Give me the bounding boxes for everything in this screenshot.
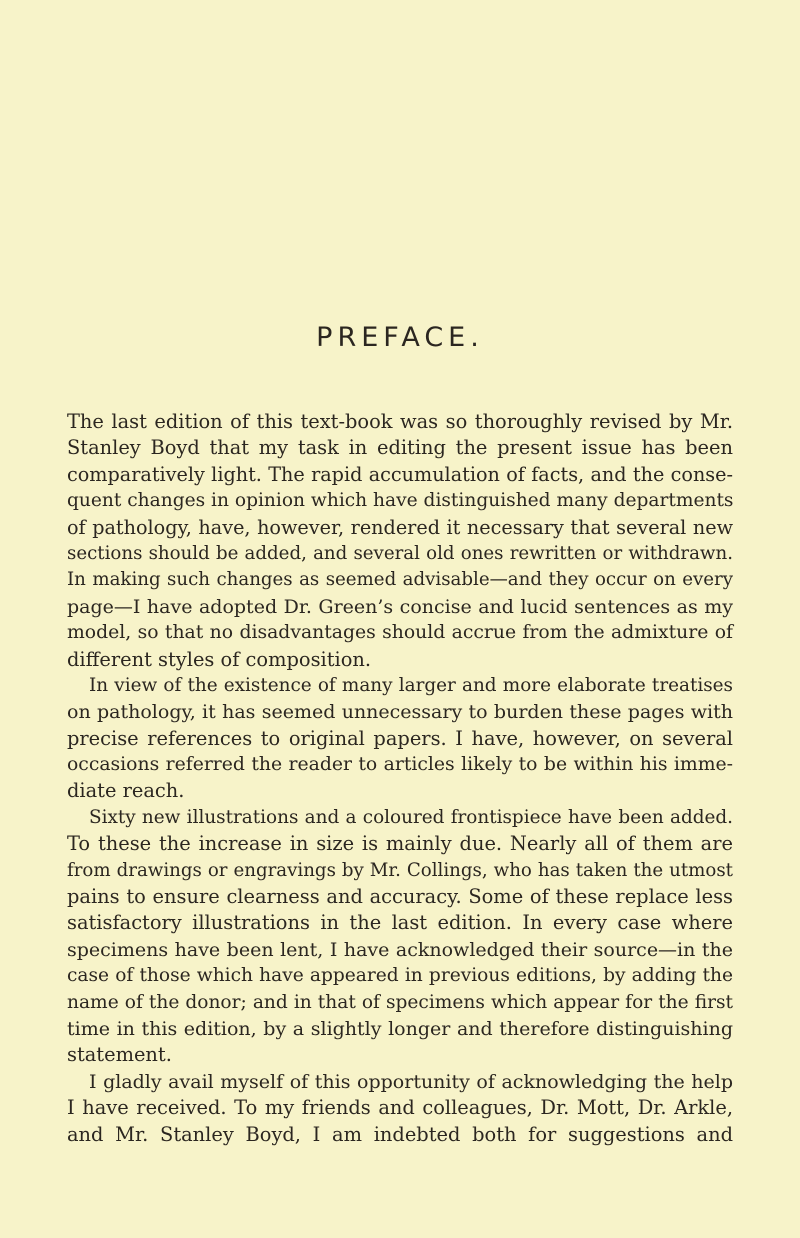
text-line: time in this edition, by a slightly longer and therefore distinguishing <box>67 1017 733 1040</box>
text-line: quent changes in opinion which have distinguished many departments <box>67 490 734 512</box>
text-line: To these the increase in size is mainly due. Nearly all of them are <box>67 832 733 856</box>
text-line: and Mr. Stanley Boyd, I am indebted both for suggestions and <box>67 1122 733 1146</box>
text-line: comparatively light. The rapid accumulation of facts, and the conse- <box>67 462 733 486</box>
text-line: sections should be added, and several old ones rewritten or withdrawn. <box>67 542 733 564</box>
text-line: The last edition of this text-book was so thoroughly revised by Mr. <box>67 410 733 433</box>
text-line: different styles of composition. <box>67 647 372 671</box>
text-line: from drawings or engravings by Mr. Collings, who has taken the utmost <box>67 859 733 881</box>
text-line: satisfactory illustrations in the last edition. In every case where <box>67 911 733 935</box>
text-line: statement. <box>67 1043 172 1067</box>
text-line: page—I have adopted Dr. Green’s concise and lucid sentences as my <box>67 595 733 618</box>
preface-body <box>67 409 733 1148</box>
text-line: In making such changes as seemed advisable—and they occur on every <box>67 569 733 591</box>
text-line: I have received. To my friends and colleagues, Dr. Mott, Dr. Arkle, <box>67 1096 733 1120</box>
page-title: PREFACE. <box>316 322 484 353</box>
text-line: on pathology, it has seemed unnecessary to burden these pages with <box>67 701 733 724</box>
text-line: Sixty new illustrations and a coloured frontispiece have been added. <box>89 806 733 828</box>
text-line: pains to ensure clearness and accuracy. Some of these replace less <box>67 885 733 909</box>
text-line: I gladly avail myself of this opportunity of acknowledging the help <box>89 1070 733 1093</box>
text-line: precise references to original papers. I have, however, on several <box>67 726 733 750</box>
text-line: occasions referred the reader to articles likely to be within his imme- <box>67 754 733 776</box>
text-line: case of those which have appeared in previous editions, by adding the <box>67 965 733 987</box>
text-line: In view of the existence of many larger and more elaborate treatises <box>89 674 733 696</box>
text-line: model, so that no disadvantages should accrue from the admixture of <box>67 622 733 644</box>
text-line: Stanley Boyd that my task in editing the present issue has been <box>67 436 733 460</box>
text-line: name of the donor; and in that of specimens which appear for the first <box>67 991 733 1013</box>
text-line: specimens have been lent, I have acknowledged their source—in the <box>67 938 733 961</box>
text-line: diate reach. <box>67 779 185 803</box>
text-line: of pathology, have, however, rendered it necessary that several new <box>67 515 733 539</box>
